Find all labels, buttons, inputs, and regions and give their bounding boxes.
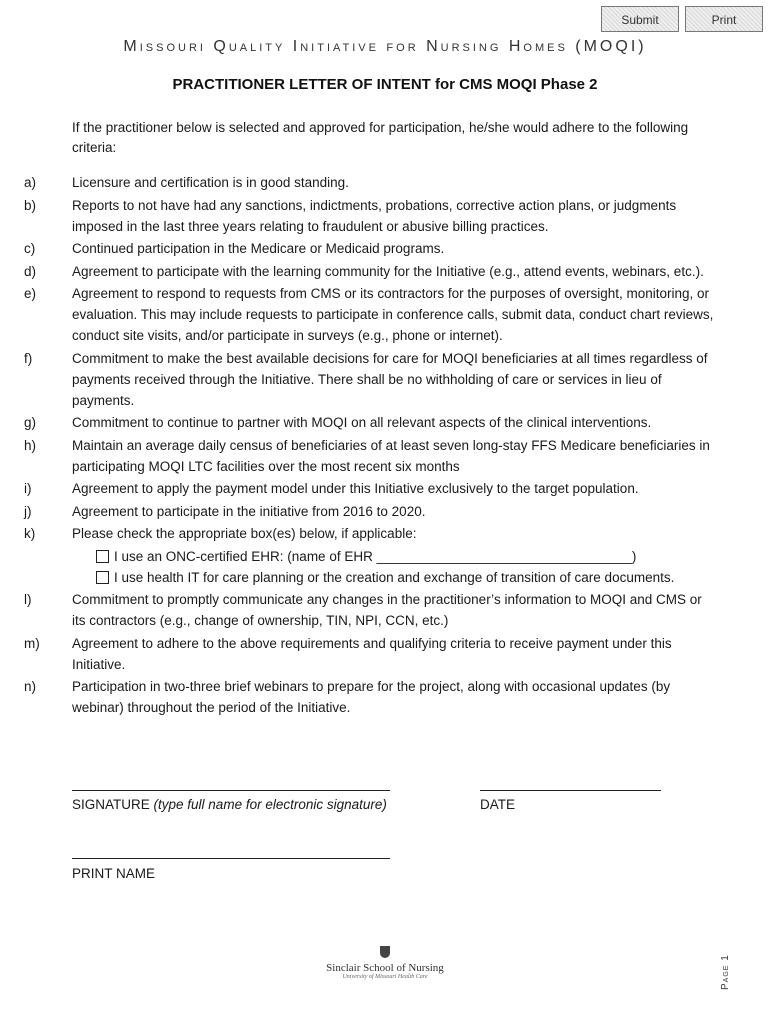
print-button[interactable]: Print bbox=[685, 6, 763, 32]
signature-label bbox=[72, 797, 387, 812]
date-label: DATE bbox=[480, 797, 516, 812]
list-item bbox=[24, 633, 714, 675]
list-item-text: Agreement to participate in the initiative from 2016 to 2020. bbox=[72, 503, 426, 519]
signature-label-text: SIGNATURE bbox=[72, 797, 150, 812]
list-item-text: Agreement to participate with the learning community for the Initiative (e.g., attend events, webinars, etc.). bbox=[72, 263, 704, 279]
list-item bbox=[24, 435, 714, 477]
list-item-text: Agreement to adhere to the above requirements and qualifying criteria to receive payment under this Initiative. bbox=[72, 635, 672, 672]
list-item-letter: k) bbox=[24, 526, 36, 541]
list-item-text: Reports to not have had any sanctions, indictments, probations, corrective action plans, or judgments imposed in the last three years relating to fraudulent or abusive billing practices. bbox=[72, 197, 677, 234]
list-item-text: Please check the appropriate box(es) below, if applicable: bbox=[72, 526, 417, 541]
list-item-letter: g) bbox=[24, 415, 37, 430]
list-item bbox=[24, 523, 714, 544]
list-item-letter: m) bbox=[24, 635, 40, 651]
ehr-checkbox-label: I use an ONC-certified EHR: (name of EHR bbox=[114, 548, 373, 564]
list-item-letter: n) bbox=[24, 679, 37, 694]
criteria-list bbox=[24, 172, 714, 720]
list-item-text: Agreement to apply the payment model under this Initiative exclusively to the target population. bbox=[72, 481, 639, 496]
list-item bbox=[24, 589, 714, 631]
list-item bbox=[24, 283, 714, 346]
date-field[interactable] bbox=[480, 790, 661, 791]
health-it-checkbox-row bbox=[24, 567, 714, 588]
list-item bbox=[24, 238, 714, 259]
list-item-text: Commitment to continue to partner with MOQI on all relevant aspects of the clinical interventions. bbox=[72, 415, 652, 430]
page-number: Page 1 bbox=[720, 954, 731, 990]
list-item bbox=[24, 348, 714, 411]
school-name: Sinclair School of Nursing bbox=[326, 962, 444, 974]
list-item-text: Continued participation in the Medicare or Medicaid programs. bbox=[72, 241, 445, 256]
list-item-letter: h) bbox=[24, 437, 37, 453]
health-it-checkbox[interactable] bbox=[96, 571, 109, 584]
list-item-letter: f) bbox=[24, 350, 33, 366]
list-item bbox=[24, 478, 714, 499]
list-item bbox=[24, 195, 714, 237]
list-item-text: Commitment to make the best available decisions for care for MOQI beneficiaries at all times regardless of payments received through the Initiative. There shall be no withholding of care or services in lieu of payments. bbox=[72, 350, 708, 408]
document-header: Missouri Quality Initiative for Nursing Homes (MOQI) bbox=[123, 38, 647, 55]
health-it-checkbox-label: I use health IT for care planning or the creation and exchange of transition of care documents. bbox=[114, 569, 675, 585]
intro-paragraph: If the practitioner below is selected and approved for participation, he/she would adhere to the following criteria: bbox=[72, 120, 689, 155]
ehr-name-field[interactable]: __________________________________) bbox=[376, 548, 637, 564]
list-item-text: Agreement to respond to requests from CMS or its contractors for the purposes of oversight, monitoring, or evaluation. This may include requests to participate in conference calls, submit data, conduct chart reviews, conduct site visits, and/or participate in surveys (e.g., phone or internet). bbox=[72, 286, 714, 343]
list-item-letter: e) bbox=[24, 286, 37, 301]
list-item-letter: j) bbox=[24, 503, 32, 519]
document-title: PRACTITIONER LETTER OF INTENT for CMS MOQI Phase 2 bbox=[172, 76, 598, 93]
list-item-letter: b) bbox=[24, 197, 37, 213]
signature-field[interactable] bbox=[72, 790, 390, 791]
list-item-letter: c) bbox=[24, 241, 36, 256]
list-item-text: Maintain an average daily census of beneficiaries of at least seven long-stay FFS Medicare beneficiaries in participating MOQI LTC facilities over the most recent six months bbox=[72, 437, 710, 474]
list-item-letter: i) bbox=[24, 481, 32, 496]
ehr-checkbox-row bbox=[24, 546, 714, 567]
university-name: University of Missouri Health Care bbox=[342, 974, 428, 980]
print-name-label: PRINT NAME bbox=[72, 866, 156, 881]
list-item-text: Participation in two-three brief webinars to prepare for the project, along with occasional updates (by webinar) throughout the period of the Initiative. bbox=[72, 679, 671, 715]
list-item bbox=[24, 676, 714, 718]
list-item bbox=[24, 172, 714, 193]
list-item-letter: d) bbox=[24, 263, 37, 279]
list-item-text: Commitment to promptly communicate any changes in the practitioner’s information to MOQI and CMS or its contractors (e.g., change of ownership, TIN, NPI, CCN, etc.) bbox=[72, 592, 702, 628]
shield-icon bbox=[380, 946, 390, 958]
ehr-checkbox[interactable] bbox=[96, 550, 109, 563]
list-item-letter: l) bbox=[24, 592, 32, 607]
list-item bbox=[24, 501, 714, 522]
school-logo bbox=[325, 946, 445, 980]
submit-button[interactable]: Submit bbox=[601, 6, 679, 32]
list-item bbox=[24, 261, 714, 282]
signature-hint: (type full name for electronic signature) bbox=[153, 797, 387, 812]
print-name-field[interactable] bbox=[72, 858, 390, 859]
list-item-text: Licensure and certification is in good standing. bbox=[72, 175, 349, 190]
list-item-letter: a) bbox=[24, 175, 37, 190]
list-item bbox=[24, 412, 714, 433]
